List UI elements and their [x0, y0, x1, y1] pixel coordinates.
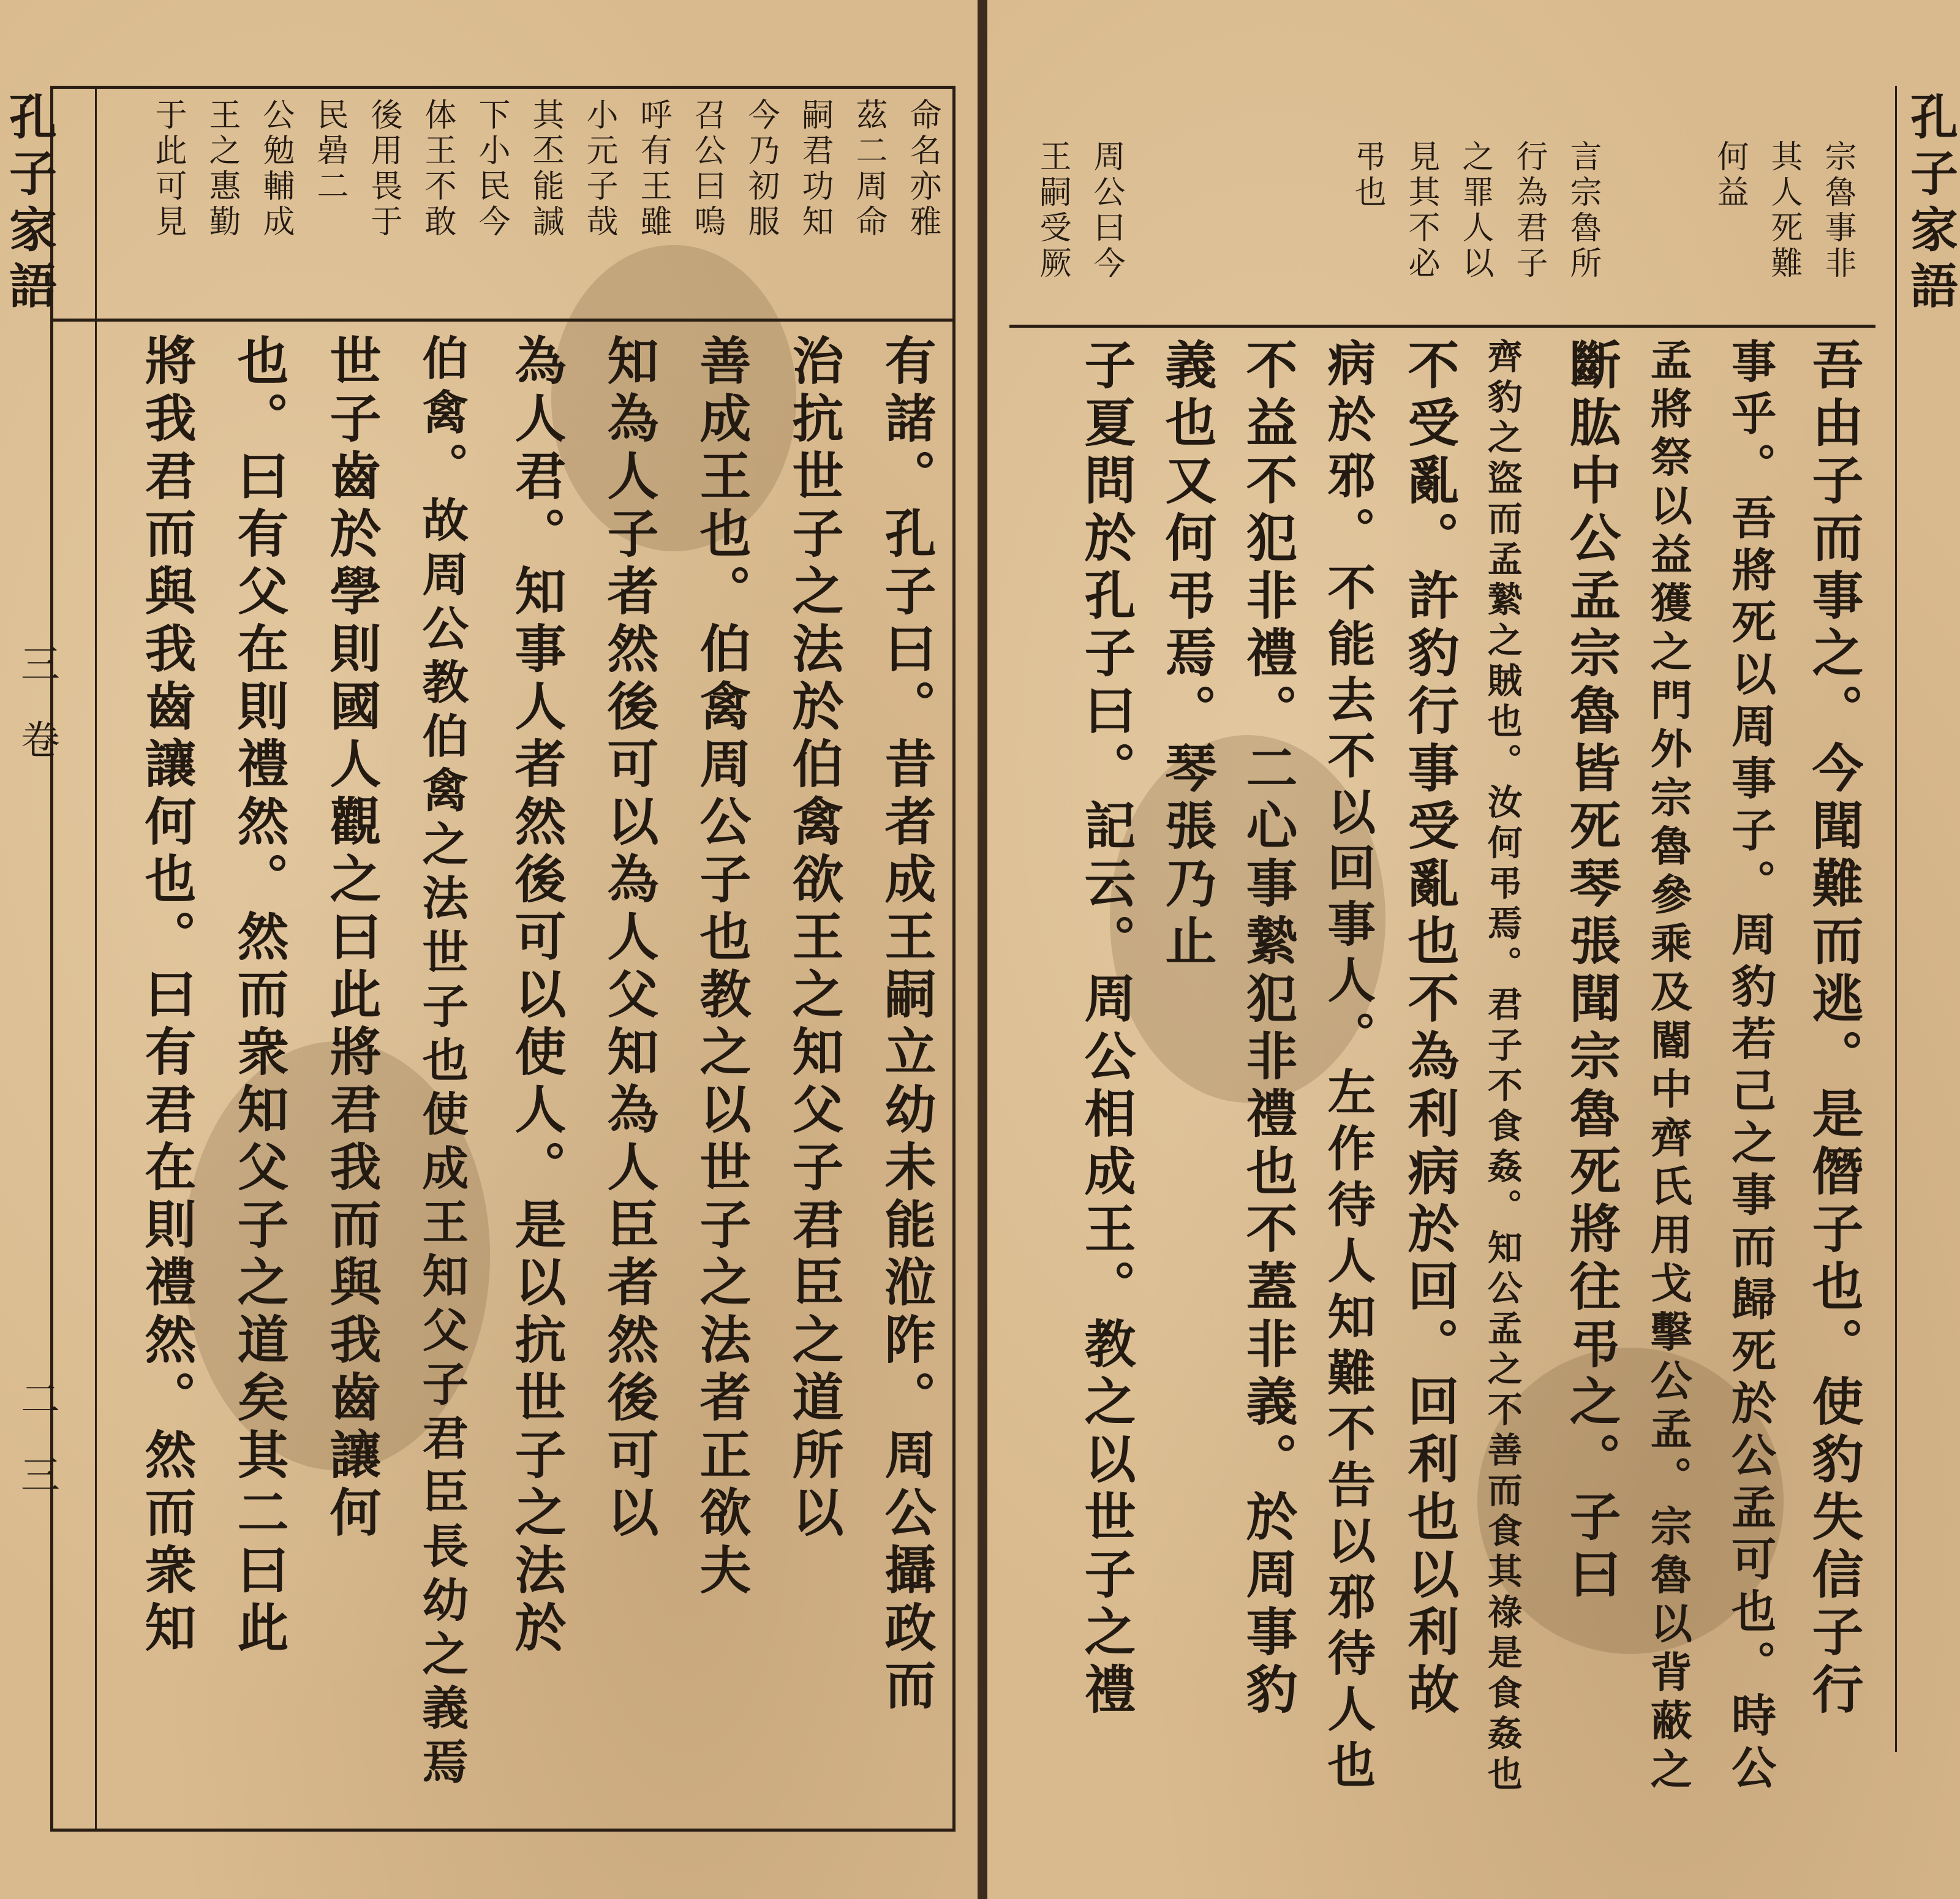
text-column: 吾由子而事之。今聞難而逃。是僭子也。使豹失信子行 — [1804, 338, 1864, 1720]
text-column: 義也又何弔焉。琴張乃止 — [1157, 338, 1218, 972]
margin-volume: 三卷 — [14, 643, 59, 795]
headnote: 公勉輔成 — [257, 98, 294, 240]
headnote: 今乃初服 — [742, 98, 779, 240]
text-column: 也。曰有父在則禮然。然而衆知父子之道矣其二曰此 — [229, 334, 290, 1658]
text-column: 子夏問於孔子曰。記云。周公相成王。教之以世子之禮 — [1076, 338, 1137, 1720]
text-column: 將我君而與我齒讓何也。曰有君在則禮然。然而衆知 — [137, 334, 197, 1658]
margin-rule — [95, 86, 97, 1829]
headnote: 見其不必 — [1403, 140, 1439, 282]
headnote: 行為君子 — [1510, 140, 1547, 282]
headnote: 呼有王雖 — [635, 98, 671, 240]
headnote: 于此可見 — [149, 98, 186, 240]
margin-folio: 二三 — [14, 1378, 59, 1530]
book-gutter — [978, 0, 987, 1899]
text-column: 不受亂。許豹行事受亂也不為利病於回。回利也以利故 — [1400, 338, 1460, 1720]
text-column: 有諸。孔子曰。昔者成王嗣立幼未能涖阼。周公攝政而 — [876, 334, 937, 1716]
headnote: 下小民今 — [473, 98, 510, 240]
text-column: 病於邪。不能去不以回事人。左作待人知難不告以邪待人也 — [1319, 338, 1376, 1796]
left-page — [0, 0, 978, 1899]
text-column: 治抗世子之法於伯禽欲王之知父子君臣之道所以 — [784, 334, 845, 1543]
headnote: 召公曰嗚 — [688, 98, 725, 240]
headnote: 王嗣受厥 — [1034, 140, 1071, 282]
right-page — [987, 0, 1960, 1899]
text-column: 善成王也。伯禽周公子也教之以世子之法者正欲夫 — [692, 334, 752, 1601]
text-column: 斷肱中公孟宗魯皆死琴張聞宗魯死將往弔之。子曰 — [1561, 338, 1622, 1605]
headnote: 其丕能諴 — [527, 98, 564, 240]
headnote: 言宗魯所 — [1564, 140, 1601, 282]
margin-title: 孔子家語 — [1902, 92, 1958, 317]
headnote: 命名亦雅 — [904, 98, 941, 240]
text-column: 伯禽。故周公教伯禽之法世子也使成王知父子君臣長幼之義焉 — [414, 334, 469, 1792]
headnote: 王之惠勤 — [203, 98, 240, 240]
headnote: 後用畏于 — [365, 98, 402, 240]
headnote-rule — [50, 319, 956, 322]
headnote: 体王不敢 — [419, 98, 456, 240]
text-column: 齊豹之盜而孟縶之賊也。汝何弔焉。君子不食姦。知公孟之不善而食其祿是食姦也 — [1482, 338, 1523, 1796]
text-column: 世子齒於學則國人觀之曰此將君我而與我齒讓何 — [322, 334, 382, 1543]
margin-rule — [1895, 86, 1897, 1752]
text-column: 事乎。吾將死以周事子。周豹若己之事而歸死於公孟可也。時公 — [1724, 338, 1777, 1796]
headnote: 民碞二 — [311, 98, 348, 205]
headnote: 何益 — [1711, 140, 1748, 211]
headnote: 茲二周命 — [850, 98, 887, 240]
headnote: 其人死難 — [1765, 140, 1802, 282]
headnote-rule — [1009, 325, 1875, 328]
headnote: 弔也 — [1349, 140, 1385, 211]
text-column: 孟將祭以益獲之門外宗魯參乘及閽中齊氏用戈擊公孟。宗魯以背蔽之 — [1643, 338, 1692, 1796]
headnote: 宗魯事非 — [1819, 140, 1856, 282]
margin-title: 孔子家語 — [1, 92, 57, 317]
headnote: 周公曰今 — [1088, 140, 1125, 282]
headnote: 小元子哉 — [581, 98, 617, 240]
headnote: 之罪人以 — [1457, 140, 1493, 282]
text-column: 知為人子者然後可以為人父知為人臣者然後可以 — [599, 334, 660, 1543]
headnote: 嗣君功知 — [796, 98, 833, 240]
text-column: 不益不犯非禮。二心事縶犯非禮也不蓋非義。於周事豹 — [1238, 338, 1298, 1720]
text-column: 為人君。知事人者然後可以使人。是以抗世子之法於 — [507, 334, 567, 1658]
